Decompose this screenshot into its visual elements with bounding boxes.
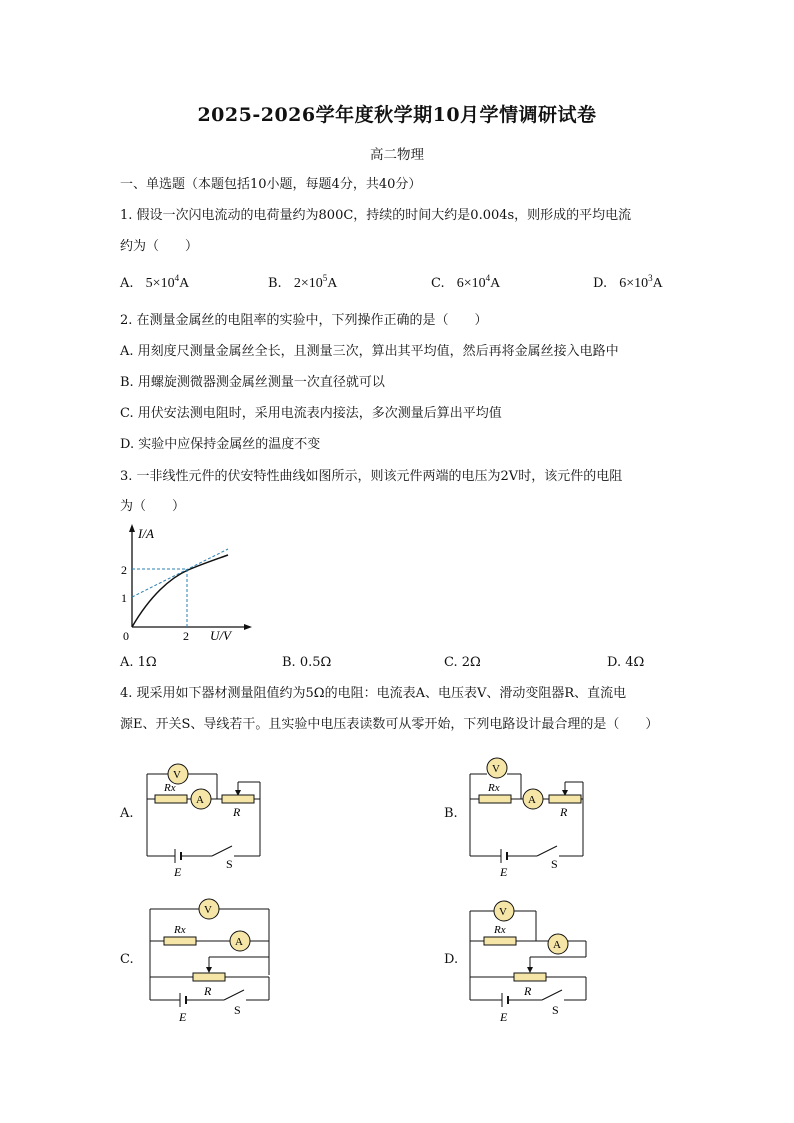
label-e: E <box>500 1010 508 1024</box>
q3-option-b: B. 0.5Ω <box>282 655 332 670</box>
y-tick-1: 1 <box>121 591 127 605</box>
label-a: A <box>196 794 204 806</box>
label-a: A <box>235 936 243 948</box>
circuit-b <box>463 752 603 882</box>
q1-option-c: C. $6\times 10^4A$ <box>431 273 501 291</box>
q3-option-a: A. 1Ω <box>120 655 157 670</box>
x-axis-label: U/V <box>210 628 231 643</box>
q1-stem-line2: 约为（ ） <box>120 239 199 254</box>
x-axis-arrow <box>244 624 252 630</box>
label-v: V <box>492 763 500 775</box>
tangent-line <box>132 549 228 597</box>
circuit-d <box>462 895 602 1025</box>
y-tick-2: 2 <box>121 563 127 577</box>
exam-subject: 高二物理 <box>370 147 424 163</box>
label-a: A <box>528 794 536 806</box>
label-s: S <box>234 1003 241 1017</box>
q1-option-a: A. $5\times 10^4A$ <box>120 273 190 291</box>
q4-option-b-label: B. <box>444 806 458 821</box>
q1-stem-line1: 1. 假设一次闪电流动的电荷量约为800C，持续的时间大约是0.004s，则形成的平均电流 <box>120 208 632 223</box>
label-s: S <box>552 1003 559 1017</box>
q4-option-a-label: A. <box>120 806 134 821</box>
label-v: V <box>173 769 181 781</box>
iu-graph <box>110 520 270 650</box>
label-a: A <box>553 939 561 951</box>
label-s: S <box>551 857 558 871</box>
q2-option-d: D. 实验中应保持金属丝的温度不变 <box>120 437 321 452</box>
label-r: R <box>560 805 568 819</box>
label-s: S <box>226 857 233 871</box>
label-v: V <box>499 906 507 918</box>
label-e: E <box>179 1010 187 1024</box>
q4-option-d-label: D. <box>444 952 459 967</box>
q2-option-c: C. 用伏安法测电阻时，采用电流表内接法，多次测量后算出平均值 <box>120 406 502 421</box>
q3-stem-line2: 为（ ） <box>120 499 186 514</box>
label-rx: Rx <box>164 782 176 794</box>
circuit-a <box>140 752 280 882</box>
label-r: R <box>524 984 532 998</box>
q3-stem-line1: 3. 一非线性元件的伏安特性曲线如图所示，则该元件两端的电压为2V时，该元件的电阻 <box>120 469 623 484</box>
q2-option-b: B. 用螺旋测微器测金属丝测量一次直径就可以 <box>120 375 385 390</box>
label-e: E <box>500 865 508 879</box>
q2-option-a: A. 用刻度尺测量金属丝全长，且测量三次，算出其平均值，然后再将金属丝接入电路中 <box>120 344 619 359</box>
y-axis-label: I/A <box>138 526 154 541</box>
q1-option-b: B. $2\times 10^5A$ <box>268 273 338 291</box>
label-e: E <box>174 865 182 879</box>
circuit-c <box>142 895 282 1025</box>
section-heading: 一、单选题（本题包括10小题，每题4分，共40分） <box>120 177 422 192</box>
label-rx: Rx <box>174 924 186 936</box>
iu-curve <box>132 555 228 627</box>
q4-stem-line2: 源E、开关S、导线若干。且实验中电压表读数可从零开始，下列电路设计最合理的是（ ） <box>120 717 659 732</box>
exam-title: 2025-2026学年度秋学期10月学情调研试卷 <box>197 104 597 126</box>
label-v: V <box>204 904 212 916</box>
y-axis-arrow <box>129 524 135 532</box>
label-r: R <box>204 984 212 998</box>
label-rx: Rx <box>488 782 500 794</box>
origin-label: 0 <box>123 629 129 643</box>
q3-option-c: C. 2Ω <box>444 655 481 670</box>
q4-option-c-label: C. <box>120 952 134 967</box>
q2-stem: 2. 在测量金属丝的电阻率的实验中，下列操作正确的是（ ） <box>120 313 488 328</box>
label-rx: Rx <box>494 924 506 936</box>
q1-option-d: D. $6\times 10^3A$ <box>593 273 663 291</box>
q3-option-d: D. 4Ω <box>607 655 645 670</box>
x-tick-2: 2 <box>183 629 189 643</box>
label-r: R <box>233 805 241 819</box>
q4-stem-line1: 4. 现采用如下器材测量阻值约为5Ω的电阻：电流表A、电压表V、滑动变阻器R、直流电 <box>120 686 627 701</box>
